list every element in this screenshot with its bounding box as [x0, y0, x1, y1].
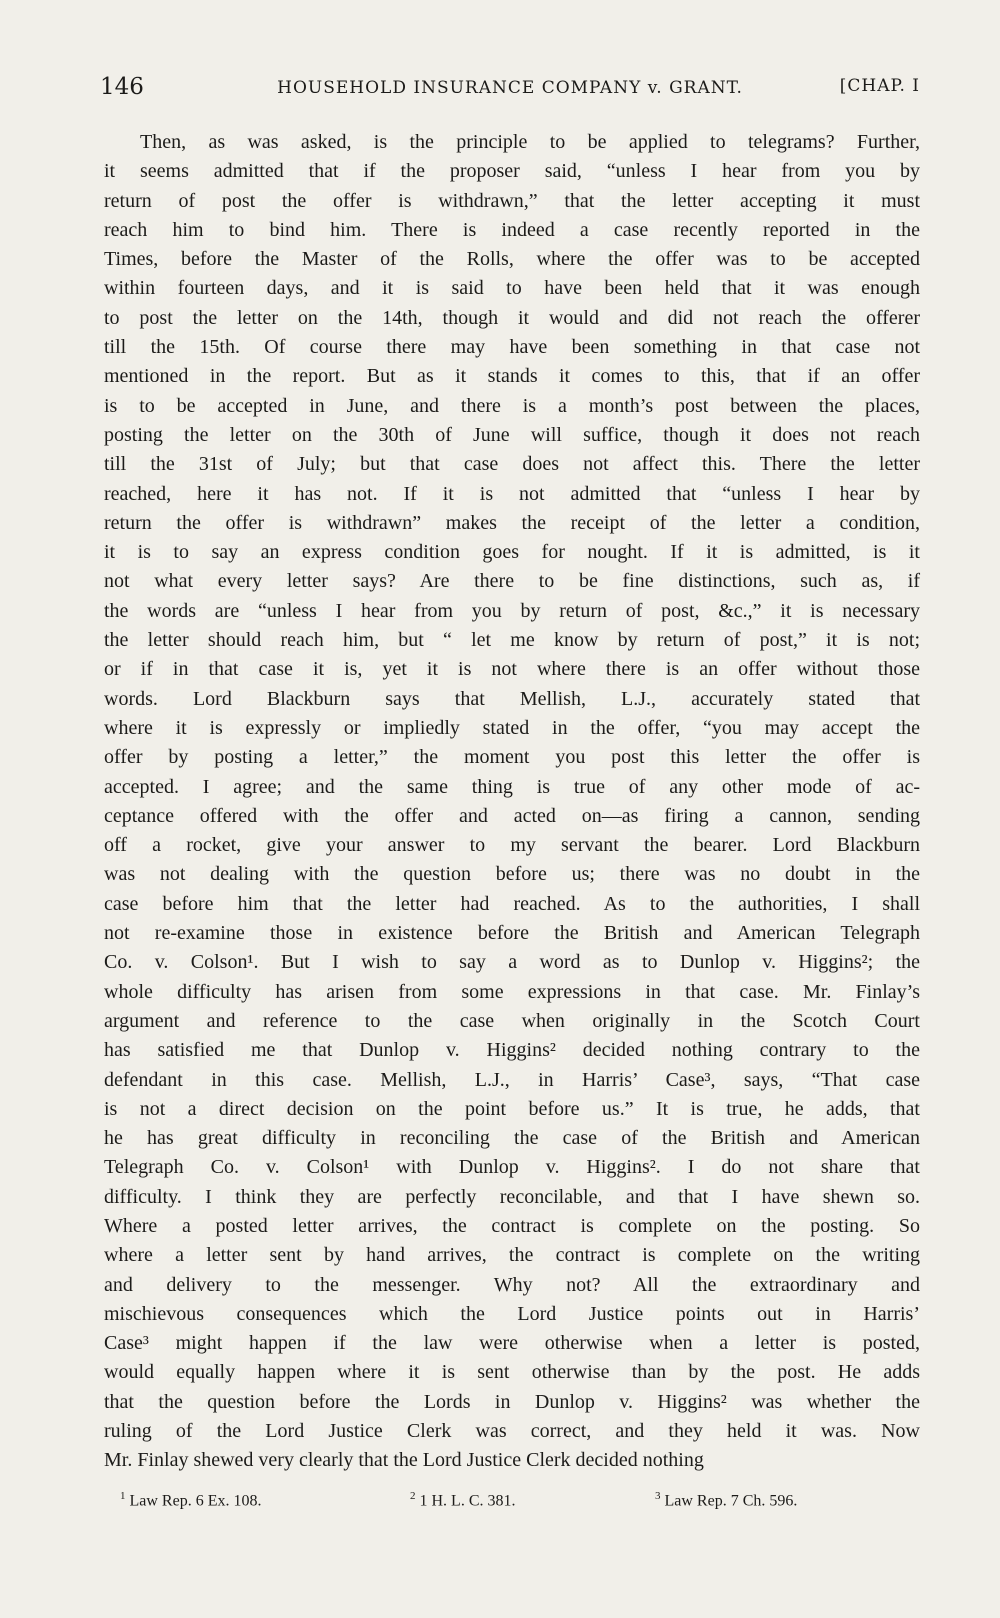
body-line: where it is expressly or impliedly stated in the offer, “you may accept the — [104, 716, 920, 739]
footnote — [120, 1490, 261, 1510]
body-line: Co. v. Colson¹. But I wish to say a word as to Dunlop v. Higgins²; the — [104, 951, 920, 974]
body-line: and delivery to the messenger. Why not? All the extraordinary and — [104, 1273, 920, 1296]
footnote-text: Law Rep. 7 Ch. 596. — [660, 1492, 798, 1510]
body-line: or if in that case it is, yet it is not where there is an offer without those — [104, 658, 920, 681]
footnote-mark: 1 — [120, 1490, 126, 1502]
body-line: off a rocket, give your answer to my servant the bearer. Lord Blackburn — [104, 834, 920, 857]
body-line: not re-examine those in existence before the British and American Telegraph — [104, 922, 920, 945]
body-line: it is to say an express condition goes for nought. If it is admitted, is it — [104, 541, 920, 564]
body-line: return of post the offer is withdrawn,” that the letter accepting it must — [104, 189, 920, 212]
body-line: the words are “unless I hear from you by return of post, &c.,” it is necessary — [104, 599, 920, 622]
footnote-mark: 3 — [655, 1490, 661, 1502]
body-line: has satisfied me that Dunlop v. Higgins² decided nothing contrary to the — [104, 1039, 920, 1062]
page-number: 146 — [100, 74, 144, 100]
chapter-label: [CHAP. I — [839, 76, 920, 96]
body-line: where a letter sent by hand arrives, the contract is complete on the writing — [104, 1244, 920, 1267]
body-line: words. Lord Blackburn says that Mellish, L.J., accurately stated that — [104, 687, 920, 710]
body-line: return the offer is withdrawn” makes the receipt of the letter a condition, — [104, 511, 920, 534]
footnote — [410, 1490, 516, 1510]
body-line: the letter should reach him, but “ let me know by return of post,” it is not; — [104, 629, 920, 652]
body-line: within fourteen days, and it is said to have been held that it was enough — [104, 277, 920, 300]
body-line: ruling of the Lord Justice Clerk was correct, and they held it was. Now — [104, 1420, 920, 1443]
body-line: accepted. I agree; and the same thing is true of any other mode of ac- — [104, 775, 920, 798]
body-text — [104, 128, 920, 1476]
footnote-mark: 2 — [410, 1490, 416, 1502]
body-line: till the 15th. Of course there may have been something in that case not — [104, 336, 920, 359]
body-line: defendant in this case. Mellish, L.J., in Harris’ Case³, says, “That case — [104, 1068, 920, 1091]
body-line: case before him that the letter had reached. As to the authorities, I shall — [104, 892, 920, 915]
body-line: was not dealing with the question before us; there was no doubt in the — [104, 863, 920, 886]
body-line: would equally happen where it is sent otherwise than by the post. He adds — [104, 1361, 920, 1384]
body-line: it seems admitted that if the proposer said, “unless I hear from you by — [104, 160, 920, 183]
body-line: mentioned in the report. But as it stands it comes to this, that if an offer — [104, 365, 920, 388]
body-line: Case³ might happen if the law were otherwise when a letter is posted, — [104, 1332, 920, 1355]
body-line: to post the letter on the 14th, though it would and did not reach the offerer — [104, 306, 920, 329]
body-line: reached, here it has not. If it is not admitted that “unless I hear by — [104, 482, 920, 505]
body-line: is not a direct decision on the point before us.” It is true, he adds, that — [104, 1097, 920, 1120]
body-line: ceptance offered with the offer and acted on—as firing a cannon, sending — [104, 804, 920, 827]
running-title: HOUSEHOLD INSURANCE COMPANY v. GRANT. — [277, 78, 743, 98]
body-line: whole difficulty has arisen from some expressions in that case. Mr. Finlay’s — [104, 980, 920, 1003]
body-line: Then, as was asked, is the principle to be applied to telegrams? Further, — [140, 131, 920, 153]
footnote — [655, 1490, 797, 1510]
body-line: Times, before the Master of the Rolls, where the offer was to be accepted — [104, 248, 920, 271]
footnote-text: 1 H. L. C. 381. — [415, 1492, 516, 1510]
body-line: Where a posted letter arrives, the contract is complete on the posting. So — [104, 1214, 920, 1237]
body-line: not what every letter says? Are there to be fine distinctions, such as, if — [104, 570, 920, 593]
body-line: he has great difficulty in reconciling the case of the British and American — [104, 1127, 920, 1150]
body-line: mischievous consequences which the Lord Justice points out in Harris’ — [104, 1302, 920, 1325]
body-line: offer by posting a letter,” the moment you post this letter the offer is — [104, 746, 920, 769]
page-header — [100, 74, 920, 110]
body-line: posting the letter on the 30th of June will suffice, though it does not reach — [104, 423, 920, 446]
body-line: difficulty. I think they are perfectly reconcilable, and that I have shewn so. — [104, 1185, 920, 1208]
footnote-text: Law Rep. 6 Ex. 108. — [125, 1492, 262, 1510]
body-line: is to be accepted in June, and there is a month’s post between the places, — [104, 394, 920, 417]
body-line: reach him to bind him. There is indeed a case recently reported in the — [104, 218, 920, 241]
body-line: argument and reference to the case when originally in the Scotch Court — [104, 1009, 920, 1032]
body-line: that the question before the Lords in Dunlop v. Higgins² was whether the — [104, 1390, 920, 1413]
body-line: Telegraph Co. v. Colson¹ with Dunlop v. Higgins². I do not share that — [104, 1156, 920, 1179]
body-line: till the 31st of July; but that case does not affect this. There the letter — [104, 453, 920, 476]
body-line: Mr. Finlay shewed very clearly that the Lord Justice Clerk decided nothing — [104, 1449, 704, 1472]
